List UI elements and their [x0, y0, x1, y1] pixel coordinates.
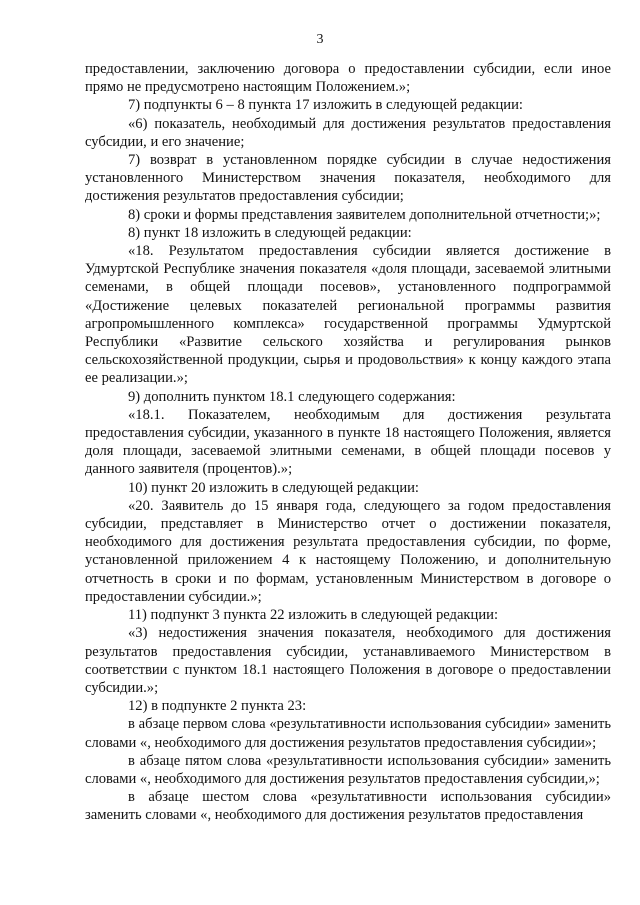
paragraph: «20. Заявитель до 15 января года, следующего за годом предоставления субсидии, представляет в Министерство отчет о достижении показателя, необходимого для достижения результата предоставления субсидии, по форме, установленной приложением 4 к настоящему Положению, и дополнительную отчетность в сроки и по формам, установленным Министерством в договоре о предоставлении субсидии.»;: [85, 497, 611, 605]
paragraph: в абзаце первом слова «результативности использования субсидии» заменить словами «, необходимого для достижения результатов предоставления субсидии»;: [85, 716, 611, 751]
paragraph: «6) показатель, необходимый для достижения результатов предоставления субсидии, и его значение;: [85, 115, 611, 150]
paragraph: 11) подпункт 3 пункта 22 изложить в следующей редакции:: [128, 607, 499, 624]
document-body: [85, 60, 611, 825]
paragraph: 8) сроки и формы представления заявителем дополнительной отчетности;»;: [128, 206, 601, 223]
paragraph: 9) дополнить пунктом 18.1 следующего содержания:: [128, 388, 456, 405]
paragraph: предоставлении, заключению договора о предоставлении субсидии, если иное прямо не предусмотрено настоящим Положением.»;: [85, 61, 611, 96]
paragraph: в абзаце шестом слова «результативности использования субсидии» заменить словами «, необходимого для достижения результатов предоставления: [85, 789, 611, 824]
paragraph: 10) пункт 20 изложить в следующей редакции:: [128, 479, 419, 496]
paragraph: «18.1. Показателем, необходимым для достижения результата предоставления субсидии, указанного в пункте 18 настоящего Положения, является доля площади, засеваемой элитными семенами, в общей площади посевов у данного заявителя (процентов).»;: [85, 406, 611, 478]
paragraph: 7) подпункты 6 – 8 пункта 17 изложить в следующей редакции:: [128, 97, 523, 114]
paragraph: «3) недостижения значения показателя, необходимого для достижения результатов предоставления субсидии, устанавливаемого Министерством в соответствии с пунктом 18.1 настоящего Положения в договоре о предоставлении субсидии.»;: [85, 625, 611, 696]
paragraph: 12) в подпункте 2 пункта 23:: [128, 698, 307, 715]
paragraph: в абзаце пятом слова «результативности использования субсидии» заменить словами «, необходимого для достижения результатов предоставления субсидии,»;: [85, 752, 611, 787]
paragraph: 7) возврат в установленном порядке субсидии в случае недостижения установленного Министерством значения показателя, необходимого для достижения результатов предоставления субсидии;: [85, 152, 611, 205]
page-number: 3: [316, 32, 324, 47]
paragraph: «18. Результатом предоставления субсидии является достижение в Удмуртской Республике значения показателя «доля площади, засеваемой элитными семенами, в общей площади посевов», установленного подпрограммой «Достижение целевых показателей региональной программы развития агропромышленного комплекса» государственной программы Удмуртской Республики «Развитие сельского хозяйства и регулирования рынков сельскохозяйственной продукции, сырья и продовольствия» к концу каждого этапа ее реализации.»;: [85, 243, 611, 387]
paragraph: 8) пункт 18 изложить в следующей редакции:: [128, 224, 412, 241]
